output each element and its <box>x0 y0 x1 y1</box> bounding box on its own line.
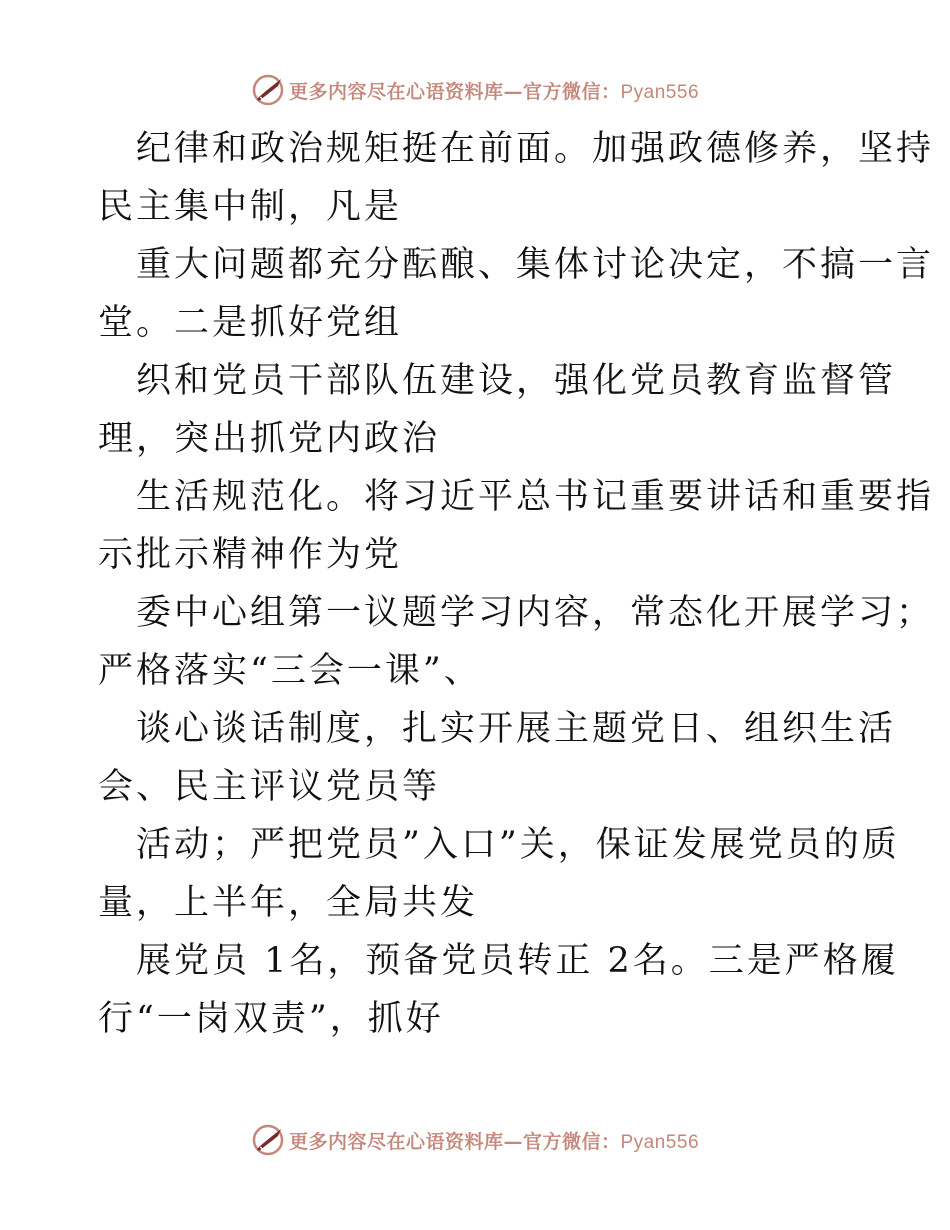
paragraph-line: 量，上半年，全局共发 <box>98 883 479 923</box>
footer-banner-dash: — <box>503 1130 523 1153</box>
paragraph-line: 民主集中制，凡是 <box>98 187 403 227</box>
paragraph-line: 堂。二是抓好党组 <box>98 303 403 343</box>
footer-banner-wechat-label: 官方微信： <box>522 1130 621 1153</box>
header-banner-slogan: 更多内容尽在心语资料库 <box>288 80 504 103</box>
paragraph <box>98 236 935 352</box>
header-banner <box>0 68 950 112</box>
paragraph <box>98 932 899 1048</box>
paragraph-line: 委中心组第一议题学习内容，常态化开展学习； <box>136 593 935 633</box>
footer-banner-slogan: 更多内容尽在心语资料库 <box>288 1130 504 1153</box>
paragraph-line: 理，突出抓党内政治 <box>98 419 441 459</box>
paragraph-line: 行“一岗双责”，抓好 <box>98 999 444 1039</box>
header-banner-wechat-label: 官方微信： <box>522 80 621 103</box>
paragraph <box>98 352 897 468</box>
paragraph-line: 重大问题都充分酝酿、集体讨论决定，不搞一言 <box>136 245 935 285</box>
paragraph <box>98 584 935 700</box>
footer-banner <box>0 1118 950 1162</box>
pen-logo-icon <box>251 1123 285 1157</box>
paragraph <box>98 120 935 236</box>
paragraph-line: 纪律和政治规矩挺在前面。加强政德修养，坚持 <box>136 129 935 169</box>
paragraph-line: 严格落实“三会一课”、 <box>98 651 482 691</box>
header-banner-text <box>289 77 699 104</box>
paragraph-line: 生活规范化。将习近平总书记重要讲话和重要指 <box>136 477 935 517</box>
paragraph-line: 示批示精神作为党 <box>98 535 403 575</box>
footer-banner-text <box>289 1127 699 1154</box>
footer-banner-wechat-id: Pyan556 <box>620 1131 700 1153</box>
paragraph-line: 织和党员干部队伍建设，强化党员教育监督管 <box>136 361 897 401</box>
paragraph-line: 活动；严把党员”入口”关，保证发展党员的质 <box>136 825 900 865</box>
header-banner-dash: — <box>503 80 523 103</box>
header-banner-wechat-id: Pyan556 <box>620 81 700 103</box>
paragraph-line: 谈心谈话制度，扎实开展主题党日、组织生活 <box>136 709 897 749</box>
document-body <box>98 120 935 1048</box>
pen-logo-icon <box>251 73 285 107</box>
paragraph-line: 展党员 1名，预备党员转正 2名。三是严格履 <box>136 941 899 981</box>
paragraph <box>98 816 900 932</box>
paragraph-line: 会、民主评议党员等 <box>98 767 441 807</box>
paragraph <box>98 700 897 816</box>
paragraph <box>98 468 935 584</box>
